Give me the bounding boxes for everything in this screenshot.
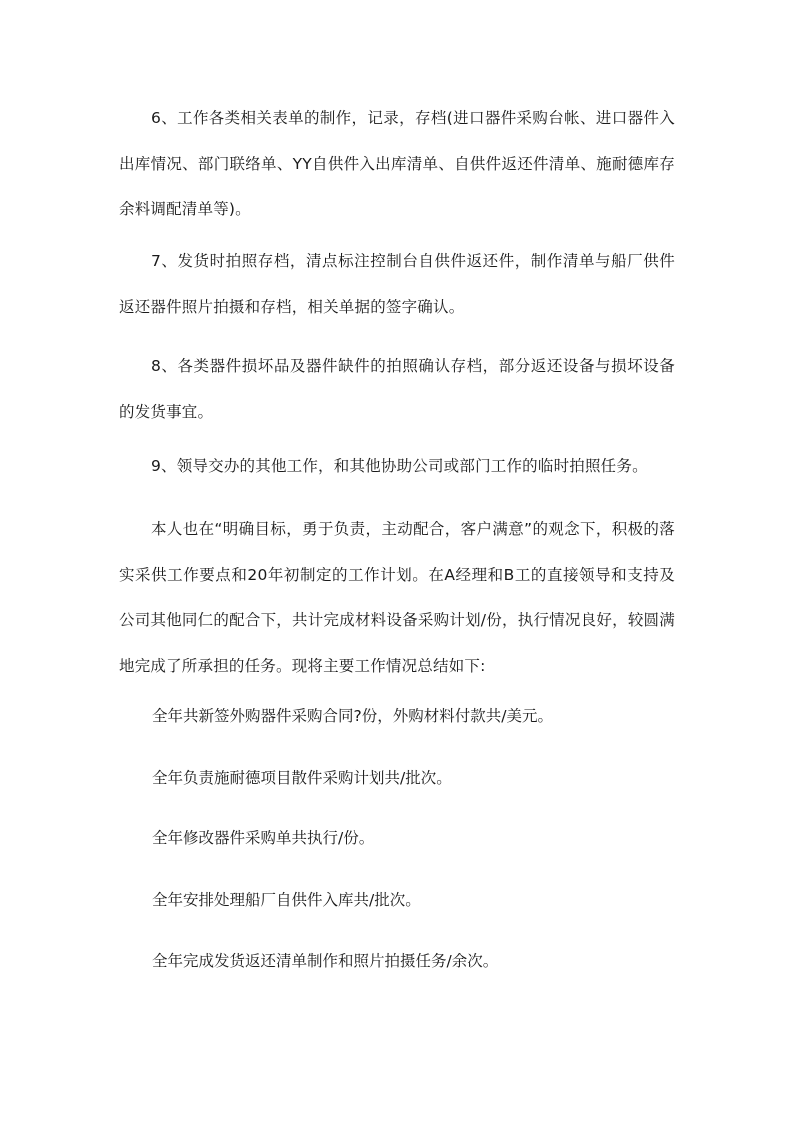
paragraph-item-6: 6、工作各类相关表单的制作，记录，存档(进口器件采购台帐、进口器件入出库情况、部门联络单、YY自供件入出库清单、自供件返还件清单、施耐德库存余料调配清单等)。 <box>119 109 675 218</box>
summary-line-schneider-batches: 全年负责施耐德项目散件采购计划共/批次。 <box>152 769 452 787</box>
paragraph-item-7: 7、发货时拍照存档，清点标注控制台自供件返还件，制作清单与船厂供件返还器件照片拍摄和存档，相关单据的签字确认。 <box>119 252 675 316</box>
summary-line-contracts: 全年共新签外购器件采购合同?份，外购材料付款共/美元。 <box>152 707 553 725</box>
paragraph-item-9: 9、领导交办的其他工作，和其他协助公司或部门工作的临时拍照任务。 <box>151 457 648 475</box>
paragraph-summary-intro: 本人也在“明确目标，勇于负责，主动配合，客户满意”的观念下，积极的落实采供工作要点和20年初制定的工作计划。在A经理和B工的直接领导和支持及公司其他同仁的配合下，共计完成材料设备采购计划/份，执行情况良好，较圆满地完成了所承担的任务。现将主要工作情况总结如下: <box>119 520 675 675</box>
summary-line-shipyard-inbound: 全年安排处理船厂自供件入库共/批次。 <box>152 891 421 909</box>
summary-line-shipping-photos: 全年完成发货返还清单制作和照片拍摄任务/余次。 <box>152 952 499 970</box>
summary-line-purchase-orders: 全年修改器件采购单共执行/份。 <box>152 829 375 847</box>
paragraph-item-8: 8、各类器件损坏品及器件缺件的拍照确认存档，部分返还设备与损坏设备的发货事宜。 <box>119 357 675 421</box>
